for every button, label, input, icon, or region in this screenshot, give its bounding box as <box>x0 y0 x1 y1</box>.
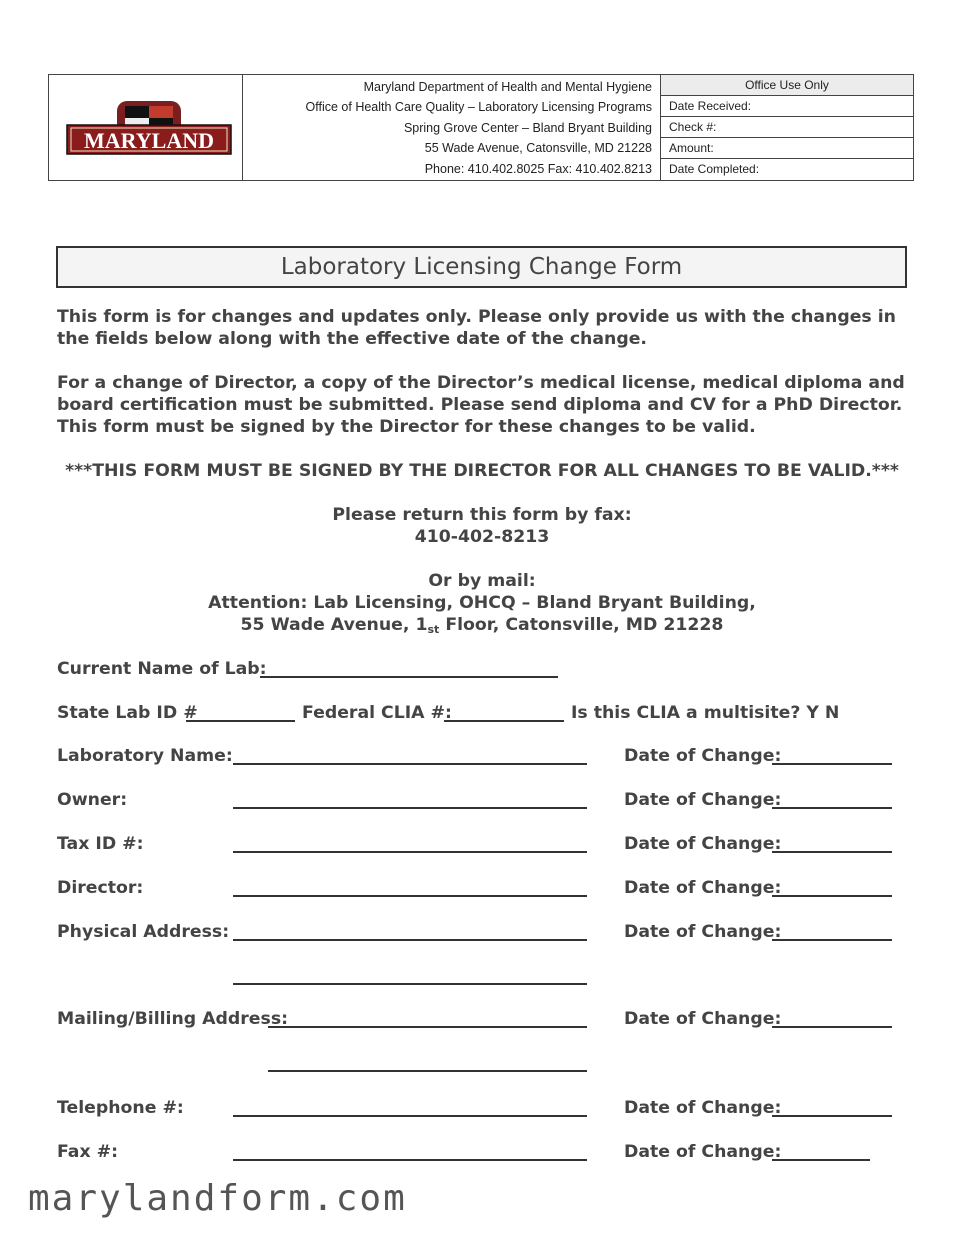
mail-label: Or by mail: <box>428 571 536 591</box>
mail-address-line2: 55 Wade Avenue, 1st Floor, Catonsville, MD 21228 <box>240 615 724 636</box>
current-name-field[interactable] <box>260 676 558 678</box>
letterhead-table <box>48 74 914 181</box>
office-amount: Amount: <box>661 138 913 159</box>
date-of-change-field[interactable] <box>772 939 892 941</box>
date-of-change-label: Date of Change: <box>624 1098 782 1118</box>
date-of-change-label: Date of Change: <box>624 746 782 766</box>
form-title: Laboratory Licensing Change Form <box>56 246 907 288</box>
mailing-address-label: Mailing/Billing Address: <box>57 1009 289 1029</box>
fax-number: 410-402-8213 <box>414 527 550 547</box>
fax-field[interactable] <box>233 1159 587 1161</box>
federal-clia-label: Federal CLIA #: <box>302 703 452 723</box>
laboratory-name-field[interactable] <box>233 763 587 765</box>
mailing-address-field[interactable] <box>268 1026 587 1028</box>
office-date-received: Date Received: <box>661 96 913 117</box>
date-of-change-field[interactable] <box>772 1159 870 1161</box>
director-instructions: For a change of Director, a copy of the Director’s medical license, medical diploma and board certification must be submitted. Please send diploma and CV for a PhD Director. This form must be signed by the Director for these changes to be valid. <box>57 373 905 437</box>
address-line: Office of Health Care Quality – Laboratory Licensing Programs <box>305 100 652 114</box>
agency-address <box>242 75 661 180</box>
director-field[interactable] <box>233 895 587 897</box>
logo-cell <box>49 75 243 180</box>
date-of-change-label: Date of Change: <box>624 1142 782 1162</box>
office-use-box <box>661 75 913 180</box>
office-use-title: Office Use Only <box>661 75 913 96</box>
physical-address-field[interactable] <box>233 939 587 941</box>
address-line: 55 Wade Avenue, Catonsville, MD 21228 <box>424 141 652 155</box>
office-check-number: Check #: <box>661 117 913 138</box>
logo-text: MARYLAND <box>84 128 214 153</box>
date-of-change-field[interactable] <box>772 807 892 809</box>
date-of-change-label: Date of Change: <box>624 878 782 898</box>
address-line: Maryland Department of Health and Mental Hygiene <box>363 80 652 94</box>
current-name-label: Current Name of Lab: <box>57 659 267 679</box>
mail-address-line1: Attention: Lab Licensing, OHCQ – Bland Bryant Building, <box>208 593 756 613</box>
site-watermark: marylandform.com <box>28 1178 407 1219</box>
owner-label: Owner: <box>57 790 128 810</box>
date-of-change-label: Date of Change: <box>624 1009 782 1029</box>
telephone-field[interactable] <box>233 1115 587 1117</box>
physical-address-label: Physical Address: <box>57 922 230 942</box>
mailing-address-field-line2[interactable] <box>268 1070 587 1072</box>
telephone-label: Telephone #: <box>57 1098 184 1118</box>
address-line: Spring Grove Center – Bland Bryant Building <box>403 121 652 135</box>
director-label: Director: <box>57 878 144 898</box>
signature-warning: ***THIS FORM MUST BE SIGNED BY THE DIRECTOR FOR ALL CHANGES TO BE VALID.*** <box>65 461 899 481</box>
address-line: Phone: 410.402.8025 Fax: 410.402.8213 <box>424 162 652 176</box>
date-of-change-label: Date of Change: <box>624 790 782 810</box>
intro-paragraph: This form is for changes and updates only. Please only provide us with the changes in the fields below along with the effective date of the change. <box>57 307 896 349</box>
date-of-change-field[interactable] <box>772 1115 892 1117</box>
date-of-change-field[interactable] <box>772 895 892 897</box>
federal-clia-field[interactable] <box>444 720 564 722</box>
fax-label-field: Fax #: <box>57 1142 119 1162</box>
tax-id-label: Tax ID #: <box>57 834 144 854</box>
physical-address-field-line2[interactable] <box>233 983 587 985</box>
date-of-change-field[interactable] <box>772 1026 892 1028</box>
date-of-change-field[interactable] <box>772 763 892 765</box>
date-of-change-label: Date of Change: <box>624 922 782 942</box>
date-of-change-field[interactable] <box>772 851 892 853</box>
date-of-change-label: Date of Change: <box>624 834 782 854</box>
fax-label: Please return this form by fax: <box>332 505 632 525</box>
state-lab-id-field[interactable] <box>186 720 295 722</box>
multisite-question[interactable]: Is this CLIA a multisite? Y N <box>571 703 840 723</box>
maryland-logo <box>65 97 233 157</box>
office-date-completed: Date Completed: <box>669 162 760 176</box>
tax-id-field[interactable] <box>233 851 587 853</box>
laboratory-name-label: Laboratory Name: <box>57 746 233 766</box>
state-lab-id-label: State Lab ID # <box>57 703 198 723</box>
owner-field[interactable] <box>233 807 587 809</box>
